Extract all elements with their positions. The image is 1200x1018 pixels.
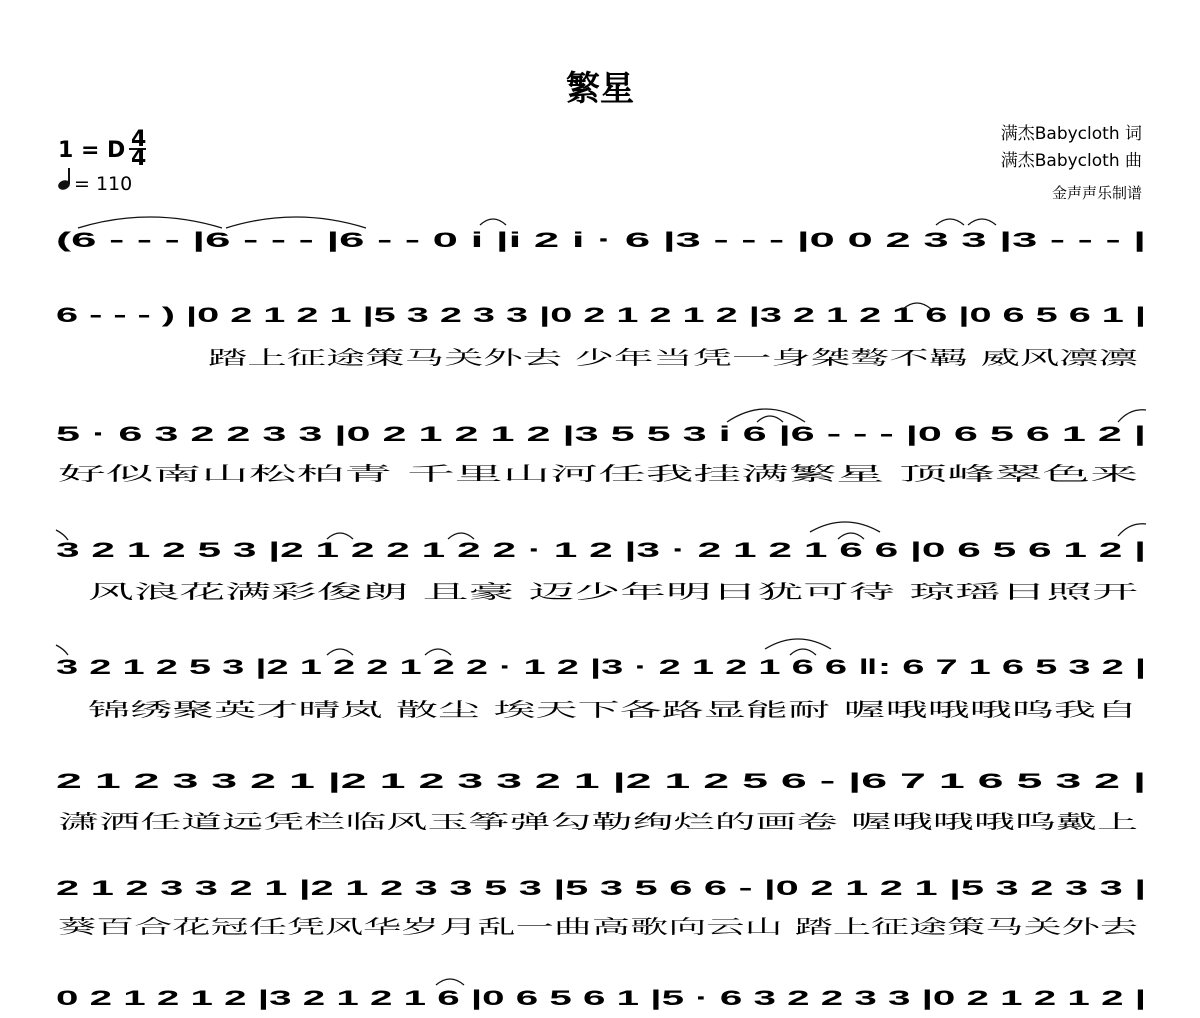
system-2 (56, 304, 1146, 369)
system-notes: 5 · 6 3 2 2 3 3 |0 2 1 2 1 2 |3 5 5 3 i 6 |6 - - - |0 6 5 6 1 2 | (56, 423, 1146, 446)
system-lyrics: 好似南山松柏青 千里山河任我挂满繁星 顶峰翠色来 (58, 463, 1138, 485)
system-7 (56, 877, 1146, 938)
system-8 (56, 987, 1146, 1010)
tempo-marking: = 110 (74, 173, 133, 195)
quarter-note-icon (57, 168, 71, 191)
system-notes: 3 2 1 2 5 3 |2 1 2 2 1 2 2 · 1 2 |3 · 2 1 2 1 6 6 |0 6 5 6 1 2 | (56, 539, 1146, 562)
system-5 (56, 656, 1146, 721)
system-6 (56, 770, 1146, 833)
system-3 (56, 423, 1146, 485)
system-notes: 3 2 1 2 5 3 |2 1 2 2 1 2 2 · 1 2 |3 · 2 1 2 1 6 6 ‖: 6 7 1 6 5 3 2 | (56, 656, 1146, 679)
system-notes: 2 1 2 3 3 2 1 |2 1 2 3 3 2 1 |2 1 2 5 6 - |6 7 1 6 5 3 2 | (56, 770, 1146, 793)
composer-credit: 满杰Babycloth 曲 (1000, 151, 1142, 171)
time-signature-top: 4 (131, 127, 147, 152)
page-title: 繁星 (566, 69, 634, 109)
time-signature-bottom: 4 (131, 146, 147, 171)
system-notes: 2 1 2 3 3 2 1 |2 1 2 3 3 5 3 |5 3 5 6 6 - |0 2 1 2 1 |5 3 2 3 3 | (56, 877, 1146, 900)
system-lyrics: 踏上征途策马关外去 少年当凭一身桀骜不羁 威风凛凛 (208, 347, 1138, 369)
key-signature: 1 = D (58, 138, 126, 163)
system-4 (56, 539, 1146, 603)
system-lyrics: 葵百合花冠任凭风华岁月乱一曲高歌向云山 踏上征途策马关外去 (58, 916, 1138, 938)
lyricist-credit: 满杰Babycloth 词 (1000, 124, 1142, 144)
system-notes: (6 - - - |6 - - - |6 - - 0 i |i 2 i · 6 |3 - - - |0 0 2 3 3 |3 - - - | (56, 229, 1146, 252)
system-notes: 6 - - - ) |0 2 1 2 1 |5 3 2 3 3 |0 2 1 2 1 2 |3 2 1 2 1 6 |0 6 5 6 1 | (56, 304, 1146, 327)
system-notes: 0 2 1 2 1 2 |3 2 1 2 1 6 |0 6 5 6 1 |5 · 6 3 2 2 3 3 |0 2 1 2 1 2 | (56, 987, 1146, 1010)
system-lyrics: 锦绣聚英才晴岚 散尘 埃天下各路显能耐 喔哦哦哦呜我自 (88, 699, 1138, 721)
score-maker-credit: 金声声乐制谱 (1051, 184, 1142, 202)
system-lyrics: 潇洒任道远凭栏临风玉筝弹勾勒绚烂的画卷 喔哦哦哦呜戴上 (58, 811, 1138, 833)
system-lyrics: 风浪花满彩俊朗 且豪 迈少年明日犹可待 琼瑶日照开 (88, 581, 1138, 603)
system-1 (56, 229, 1146, 252)
